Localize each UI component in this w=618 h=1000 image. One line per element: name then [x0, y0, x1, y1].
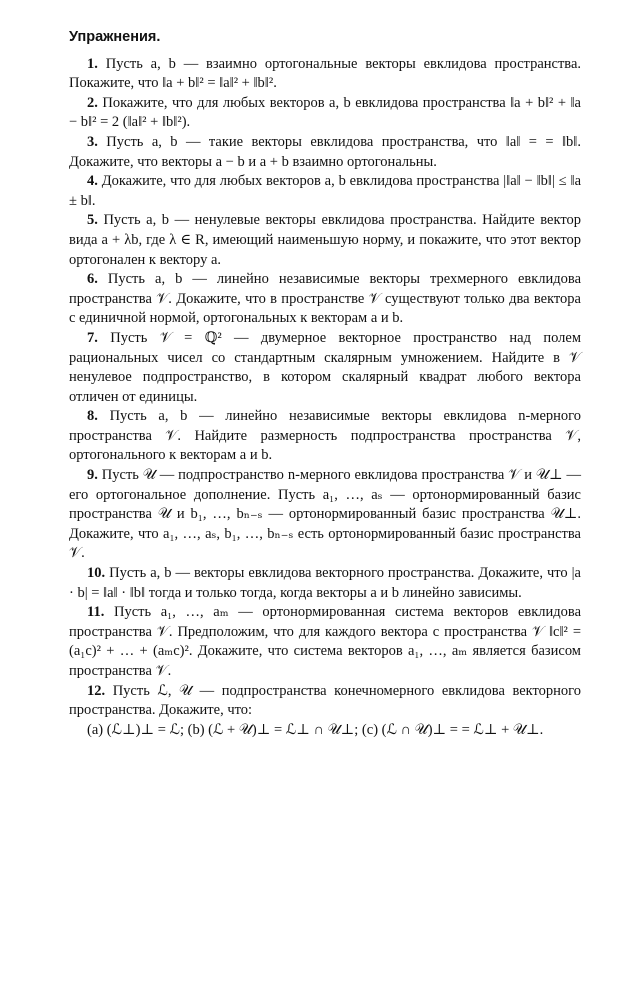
exercise-number: 2.: [87, 94, 98, 111]
exercise-number: 1.: [87, 55, 98, 72]
exercise-text: Пусть a, b — линейно независимые векторы трехмерного евклидова пространства 𝒱. Докажите, что в пространстве 𝒱 существуют только два вектора с единичной нормой, ортогональных к векторам a и b.: [69, 271, 582, 327]
exercise-text: Пусть 𝒰 — подпространство n-мерного евклидова пространства 𝒱 и 𝒰⊥ — его ортогональное дополнение. Пусть a₁, …, aₛ — ортонормированный базис пространства 𝒰 и b₁, …, bₙ₋ₛ — ортонормированный базис пространства 𝒰⊥. Докажите, что a₁, …, aₛ, b₁, …, bₙ₋ₛ есть ортонормированный базис пространства 𝒱.: [69, 467, 581, 562]
exercise-number: 10.: [87, 565, 106, 582]
exercise-number: 9.: [87, 467, 98, 484]
exercise-text: Пусть 𝒱 = ℚ² — двумерное векторное пространство над полем рациональных чисел со стандартным скалярным умножением. Найдите в 𝒱 ненулевое подпространство, в котором скалярный квадрат любого вектора отличен от единицы.: [69, 329, 581, 405]
exercise-number: 11.: [87, 604, 105, 621]
exercise-text: Покажите, что для любых векторов a, b евклидова пространства ‖a + b‖² + ‖a − b‖² = 2 (‖a‖² + ‖b‖²).: [69, 94, 581, 131]
exercise-10: [69, 564, 581, 603]
exercise-number: 7.: [87, 329, 98, 346]
exercise-text: Пусть a, b — такие векторы евклидова пространства, что ‖a‖ = = ‖b‖. Докажите, что векторы a − b и a + b взаимно ортогональны.: [69, 133, 582, 170]
exercise-text: Пусть a₁, …, aₘ — ортонормированная система векторов евклидова пространства 𝒱. Предположим, что для каждого вектора c пространства 𝒱 ‖c‖² = (a₁c)² + … + (aₘc)². Докажите, что система векторов a₁, …, aₘ является базисом пространства 𝒱.: [69, 604, 582, 679]
exercise-11: [69, 603, 581, 681]
exercise-12: [69, 682, 581, 721]
exercise-text: Пусть ℒ, 𝒰 — подпространства конечномерного евклидова векторного пространства. Докажите, что:: [69, 682, 581, 719]
exercise-number: 8.: [87, 408, 98, 425]
exercise-number: 3.: [87, 133, 98, 150]
exercise-text: Докажите, что для любых векторов a, b евклидова пространства |‖a‖ − ‖b‖| ≤ ‖a ± b‖.: [69, 173, 581, 209]
document-page: [69, 28, 581, 740]
exercise-8: [69, 407, 581, 466]
exercise-text: Пусть a, b — векторы евклидова векторного пространства. Докажите, что |a · b| = ‖a‖ · ‖b‖ тогда и только тогда, когда векторы a и b линейно зависимы.: [69, 565, 581, 601]
exercise-text: Пусть a, b — линейно независимые векторы евклидова n-мерного пространства 𝒱. Найдите размерность подпространства пространства 𝒱, ортогонального к векторам a и b.: [69, 408, 581, 464]
exercise-5: [69, 211, 581, 270]
exercise-3: [69, 133, 581, 172]
exercise-text: Пусть a, b — взаимно ортогональные векторы евклидова пространства. Покажите, что ‖a + b‖² = ‖a‖² + ‖b‖².: [69, 55, 582, 92]
exercise-4: [69, 172, 581, 211]
exercise-2: [69, 94, 581, 133]
section-heading: Упражнения.: [69, 29, 161, 45]
exercise-number: 12.: [87, 682, 106, 699]
exercise-number: 6.: [87, 271, 98, 288]
exercise-9: [69, 466, 581, 564]
exercise-number: 4.: [87, 173, 98, 190]
exercise-6: [69, 270, 581, 329]
exercise-7: [69, 329, 581, 407]
exercise-1: [69, 55, 581, 94]
exercise-text: Пусть a, b — ненулевые векторы евклидова пространства. Найдите вектор вида a + λb, где λ ∈ R, имеющий наименьшую норму, и покажите, что этот вектор ортогонален к вектору a.: [69, 212, 581, 268]
exercise-12-formulas: (a) (ℒ⊥)⊥ = ℒ; (b) (ℒ + 𝒰)⊥ = ℒ⊥ ∩ 𝒰⊥; (c) (ℒ ∩ 𝒰)⊥ = = ℒ⊥ + 𝒰⊥.: [87, 721, 544, 738]
exercise-number: 5.: [87, 212, 98, 229]
